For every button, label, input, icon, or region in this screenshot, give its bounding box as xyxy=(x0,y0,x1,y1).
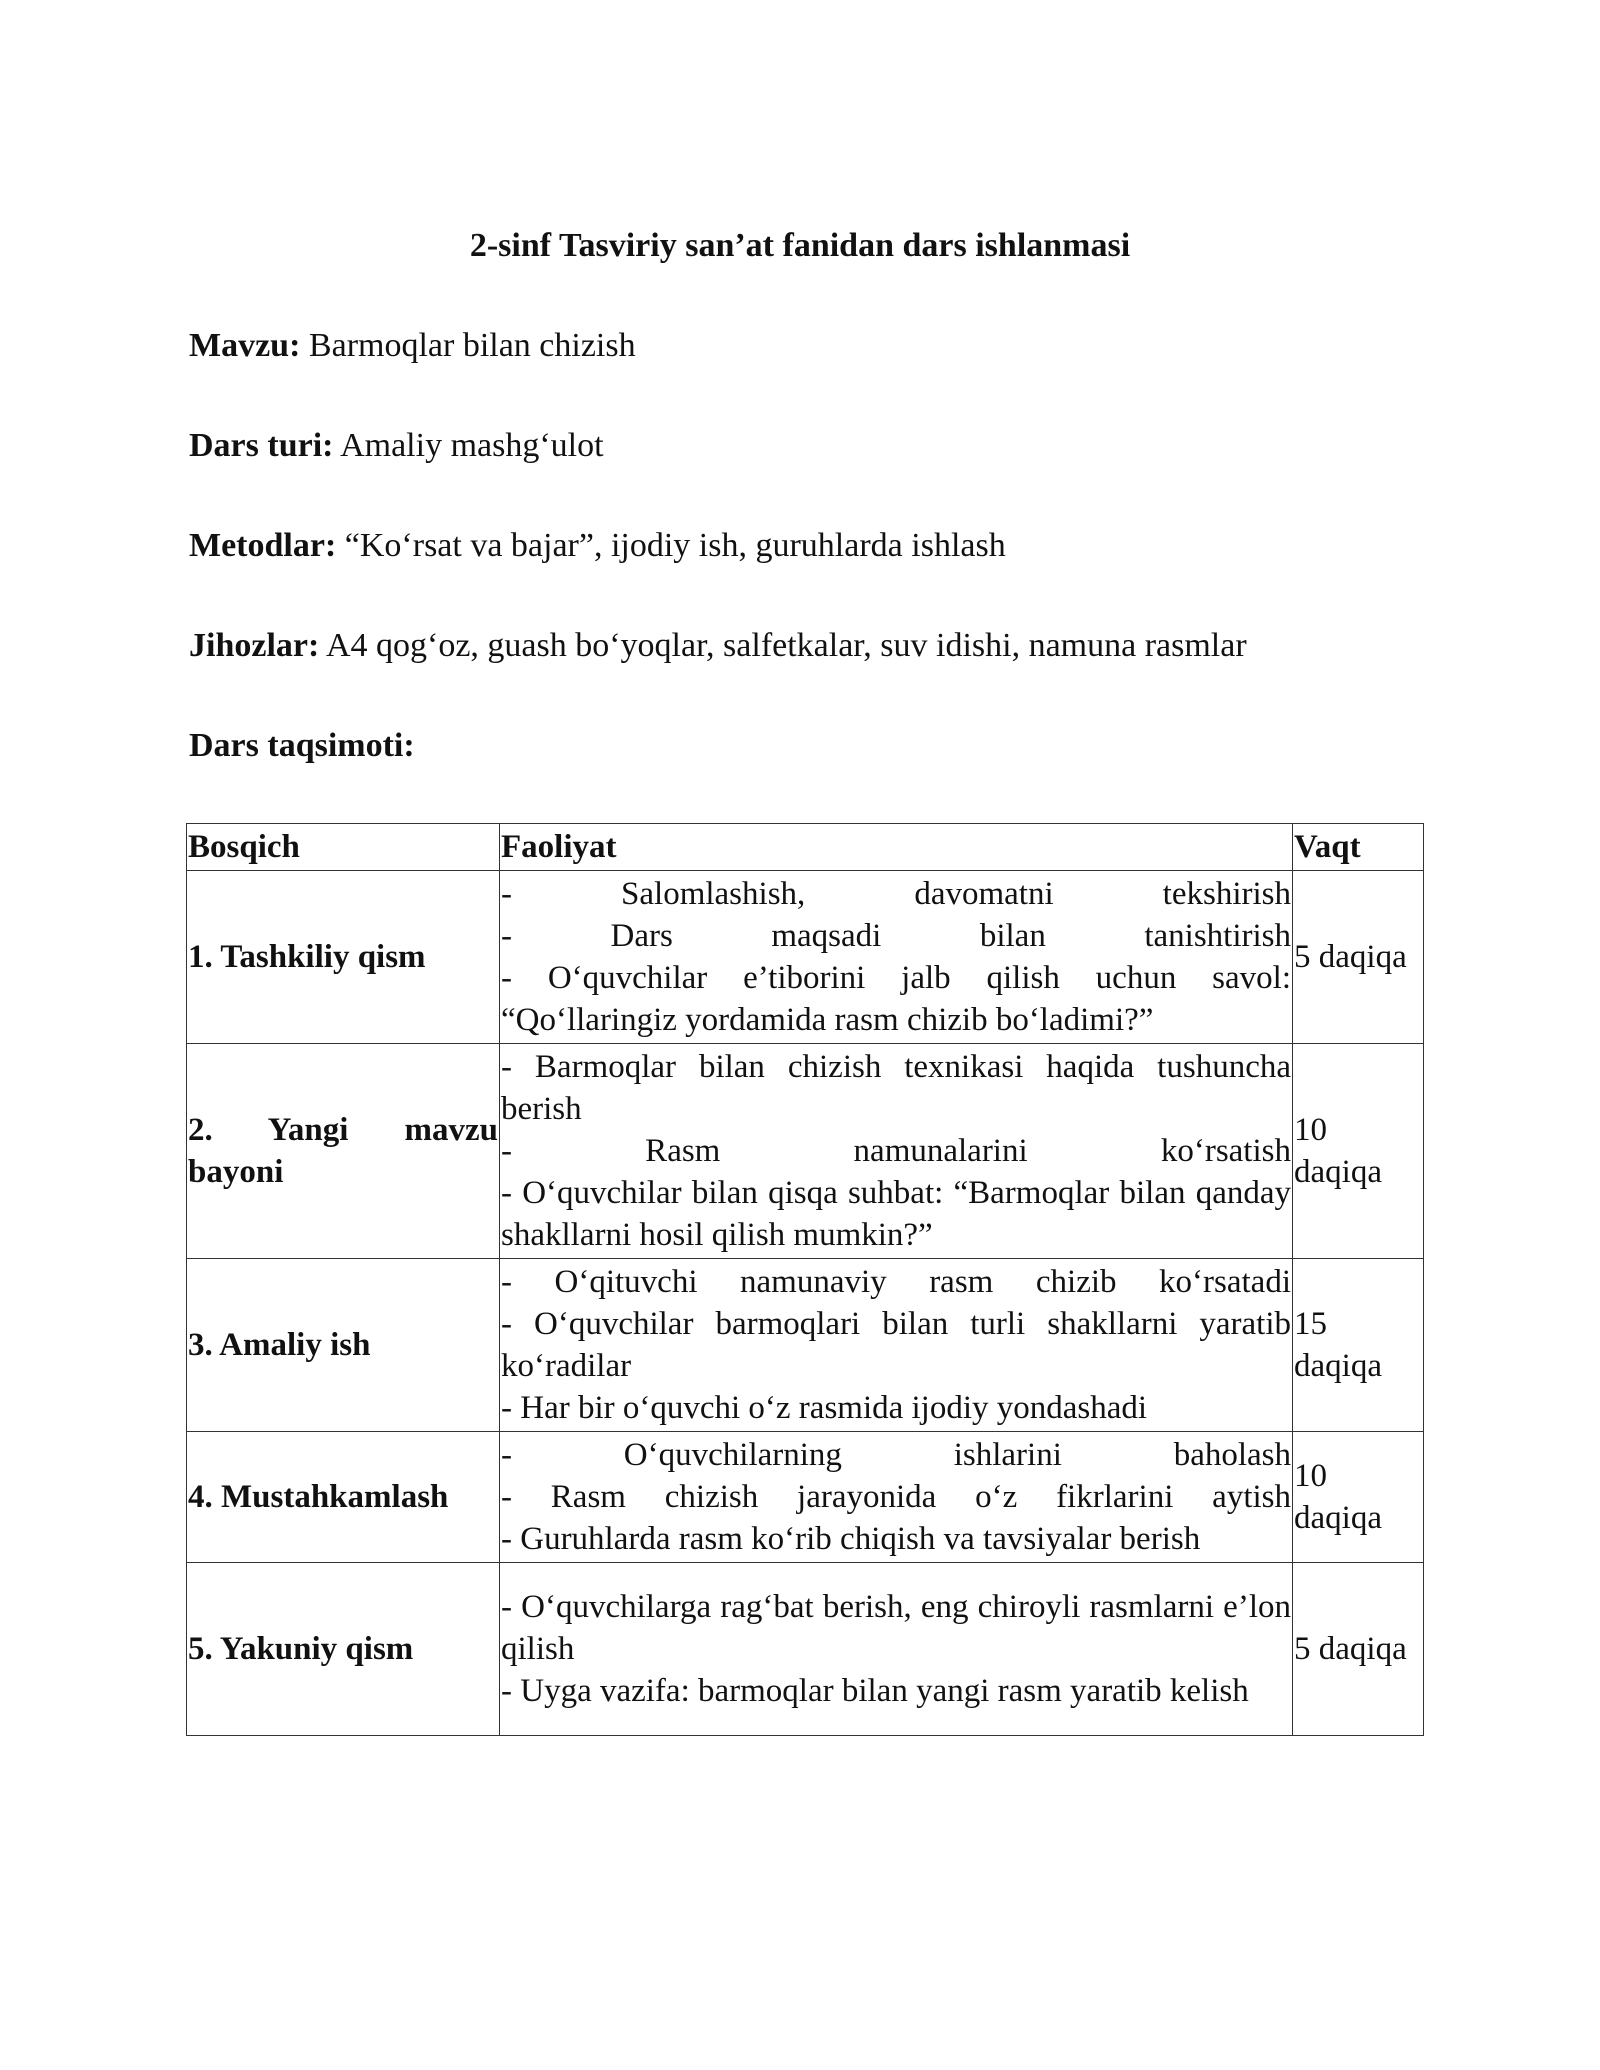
table-row xyxy=(187,1259,1424,1432)
meta-equipment xyxy=(189,624,1439,668)
stage-cell: 4. Mustahkamlash xyxy=(187,1432,500,1563)
activity-cell xyxy=(500,1563,1293,1736)
time-cell: 5 daqiqa xyxy=(1293,1563,1424,1736)
activity-line: - Barmoqlar bilan chizish texnikasi haqida tushuncha berish xyxy=(501,1049,1291,1127)
activity-line: - Dars maqsadi bilan tanishtirish xyxy=(501,918,1291,954)
activity-cell xyxy=(500,1259,1293,1432)
activity-line: - Rasm chizish jarayonida o‘z fikrlarini aytish xyxy=(501,1479,1291,1515)
stage-cell: 1. Tashkiliy qism xyxy=(187,871,500,1044)
activity-line: - Uyga vazifa: barmoqlar bilan yangi rasm yaratib kelish xyxy=(501,1673,1249,1709)
meta-topic xyxy=(189,324,1439,368)
meta-methods-value: “Ko‘rsat va bajar”, ijodiy ish, guruhlarda ishlash xyxy=(344,527,1006,564)
activity-line: - O‘quvchilarning ishlarini baholash xyxy=(501,1437,1291,1473)
table-row xyxy=(187,1044,1424,1259)
table-header-row xyxy=(187,824,1424,871)
activity-line: - Har bir o‘quvchi o‘z rasmida ijodiy yondashadi xyxy=(501,1390,1148,1426)
section-heading-text: Dars taqsimoti: xyxy=(189,727,415,764)
activity-cell xyxy=(500,1432,1293,1563)
section-heading xyxy=(189,724,1439,768)
activity-line: - Rasm namunalarini ko‘rsatish xyxy=(501,1133,1291,1169)
time-cell: 10 daqiqa xyxy=(1293,1432,1424,1563)
header-time: Vaqt xyxy=(1293,824,1424,871)
meta-lesson-type-value: Amaliy mashg‘ulot xyxy=(340,427,604,464)
activity-cell xyxy=(500,871,1293,1044)
time-cell: 5 daqiqa xyxy=(1293,871,1424,1044)
header-activity: Faoliyat xyxy=(500,824,1293,871)
meta-methods xyxy=(189,524,1439,568)
activity-line: - Salomlashish, davomatni tekshirish xyxy=(501,876,1291,912)
activity-line: - O‘qituvchi namunaviy rasm chizib ko‘rsatadi xyxy=(501,1264,1291,1300)
stage-cell: 5. Yakuniy qism xyxy=(187,1563,500,1736)
activity-cell xyxy=(500,1044,1293,1259)
activity-line: - O‘quvchilar bilan qisqa suhbat: “Barmoqlar bilan qanday shakllarni hosil qilish mumkin?” xyxy=(501,1175,1291,1253)
meta-equipment-value: A4 qog‘oz, guash bo‘yoqlar, salfetkalar, suv idishi, namuna rasmlar xyxy=(325,627,1247,664)
activity-line: - O‘quvchilarga rag‘bat berish, eng chiroyli rasmlarni e’lon qilish xyxy=(501,1589,1291,1667)
meta-topic-label: Mavzu: xyxy=(189,327,301,364)
activity-line: - O‘quvchilar e’tiborini jalb qilish uchun savol: “Qo‘llaringiz yordamida rasm chizib bo‘ladimi?” xyxy=(501,960,1291,1038)
stage-cell: 2. Yangi mavzu bayoni xyxy=(187,1044,500,1259)
header-stage: Bosqich xyxy=(187,824,500,871)
document-title: 2-sinf Tasviriy san’at fanidan dars ishlanmasi xyxy=(469,227,1131,264)
meta-topic-value: Barmoqlar bilan chizish xyxy=(308,327,636,364)
meta-equipment-label: Jihozlar: xyxy=(189,627,320,664)
table-row xyxy=(187,1563,1424,1736)
meta-lesson-type-label: Dars turi: xyxy=(189,427,334,464)
table-row xyxy=(187,871,1424,1044)
meta-lesson-type xyxy=(189,424,1439,468)
lesson-plan-table xyxy=(186,823,1424,1736)
time-cell: 10 daqiqa xyxy=(1293,1044,1424,1259)
stage-cell: 3. Amaliy ish xyxy=(187,1259,500,1432)
time-cell: 15 daqiqa xyxy=(1293,1259,1424,1432)
meta-methods-label: Metodlar: xyxy=(189,527,337,564)
activity-line: - Guruhlarda rasm ko‘rib chiqish va tavsiyalar berish xyxy=(501,1521,1201,1557)
activity-line: - O‘quvchilar barmoqlari bilan turli shakllarni yaratib ko‘radilar xyxy=(501,1306,1291,1384)
table-row xyxy=(187,1432,1424,1563)
